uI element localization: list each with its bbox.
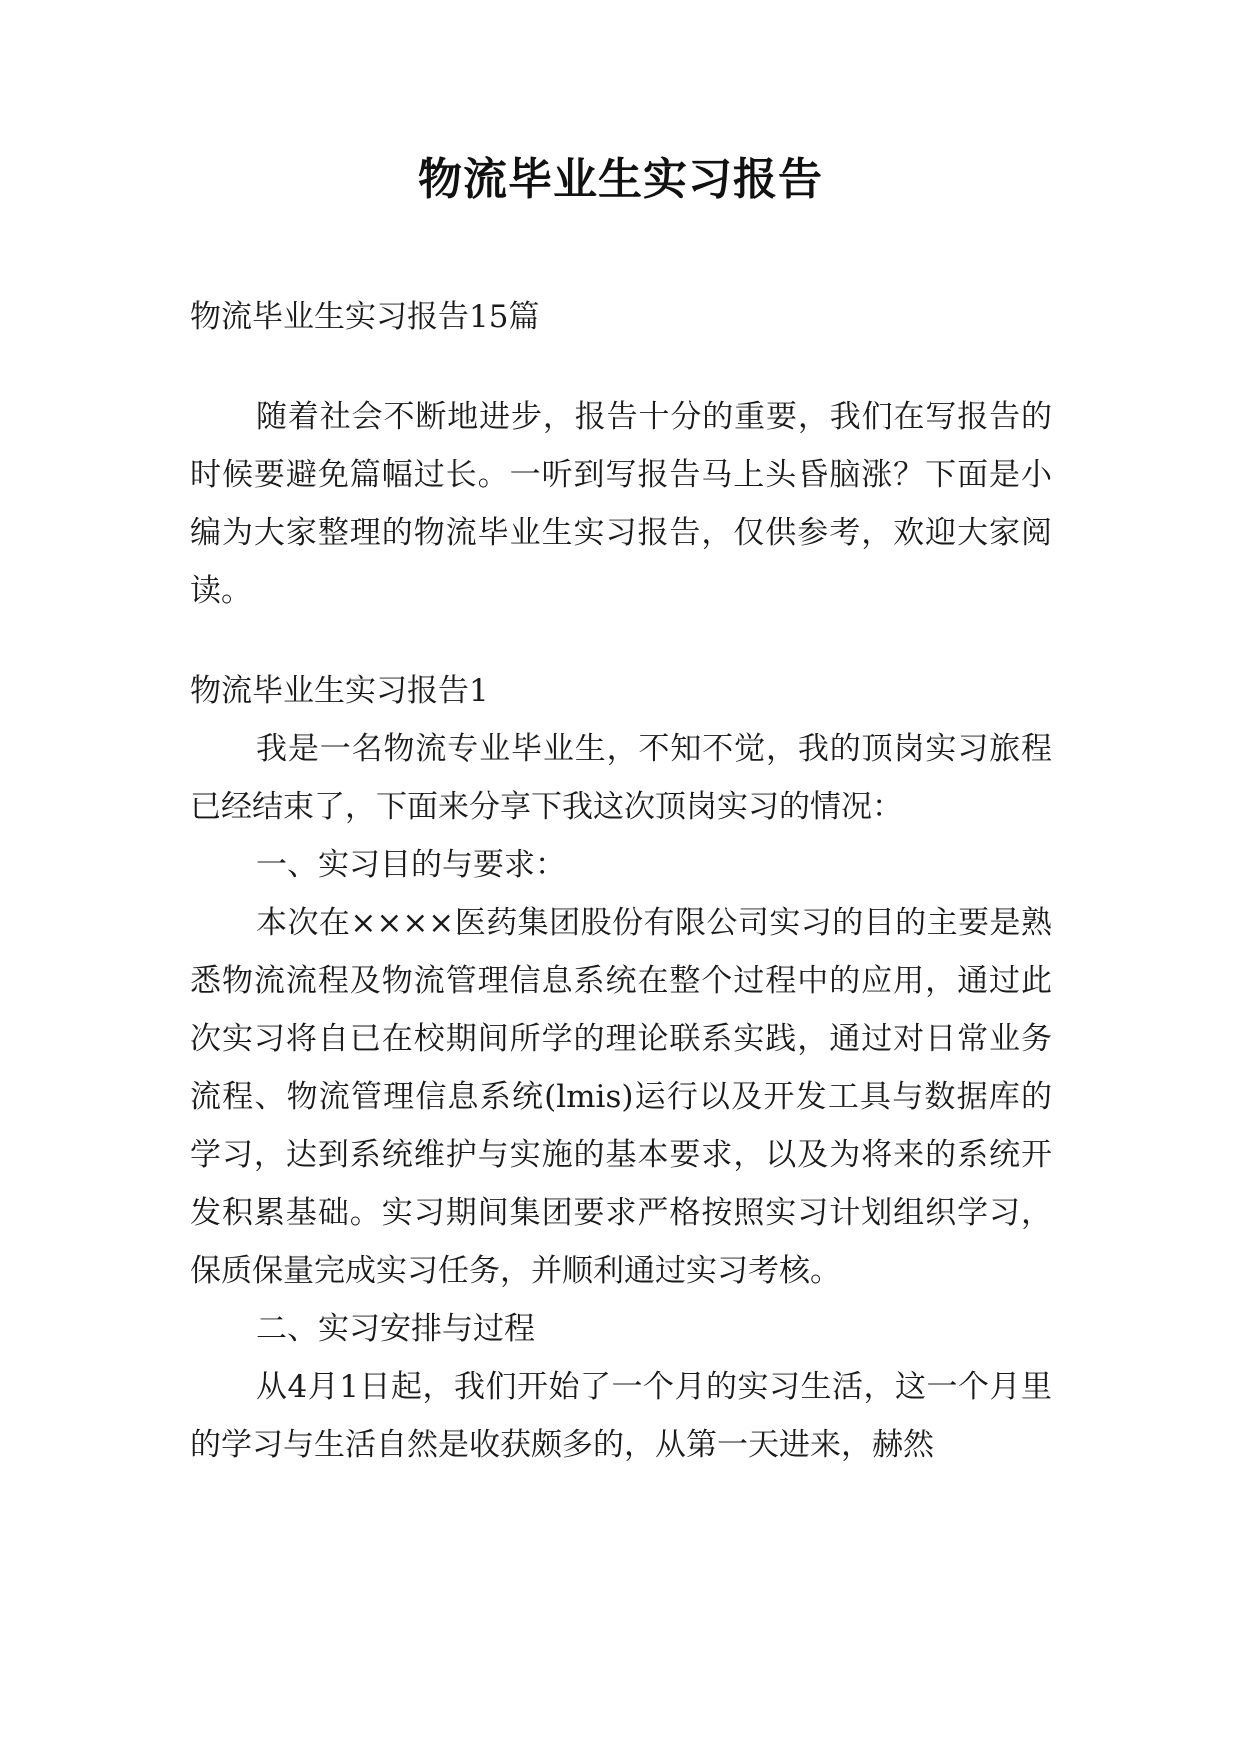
paragraph: 从4月1日起，我们开始了一个月的实习生活，这一个月里的学习与生活自然是收获颇多的，从第一天进来，赫然: [190, 1369, 1052, 1463]
document-title: 物流毕业生实习报告: [418, 154, 823, 205]
paragraph: 我是一名物流专业毕业生，不知不觉，我的顶岗实习旅程已经结束了，下面来分享下我这次顶岗实习的情况：: [190, 731, 1052, 825]
document-body: [190, 288, 1052, 1474]
intro-paragraph: 随着社会不断地进步，报告十分的重要，我们在写报告的时候要避免篇幅过长。一听到写报告马上头昏脑涨？下面是小编为大家整理的物流毕业生实习报告，仅供参考，欢迎大家阅读。: [190, 399, 1052, 609]
paragraph: 本次在××××医药集团股份有限公司实习的目的主要是熟悉物流流程及物流管理信息系统在整个过程中的应用，通过此次实习将自已在校期间所学的理论联系实践，通过对日常业务流程、物流管理信息系统(lmis)运行以及开发工具与数据库的学习，达到系统维护与实施的基本要求，以及为将来的系统开发积累基础。实习期间集团要求严格按照实习计划组织学习，保质保量完成实习任务，并顺利通过实习考核。: [190, 905, 1052, 1289]
subheading: 二、实习安排与过程: [256, 1311, 535, 1347]
section-heading: 物流毕业生实习报告1: [190, 673, 489, 709]
subheading: 一、实习目的与要求：: [256, 847, 566, 883]
document-subtitle: 物流毕业生实习报告15篇: [190, 299, 540, 335]
